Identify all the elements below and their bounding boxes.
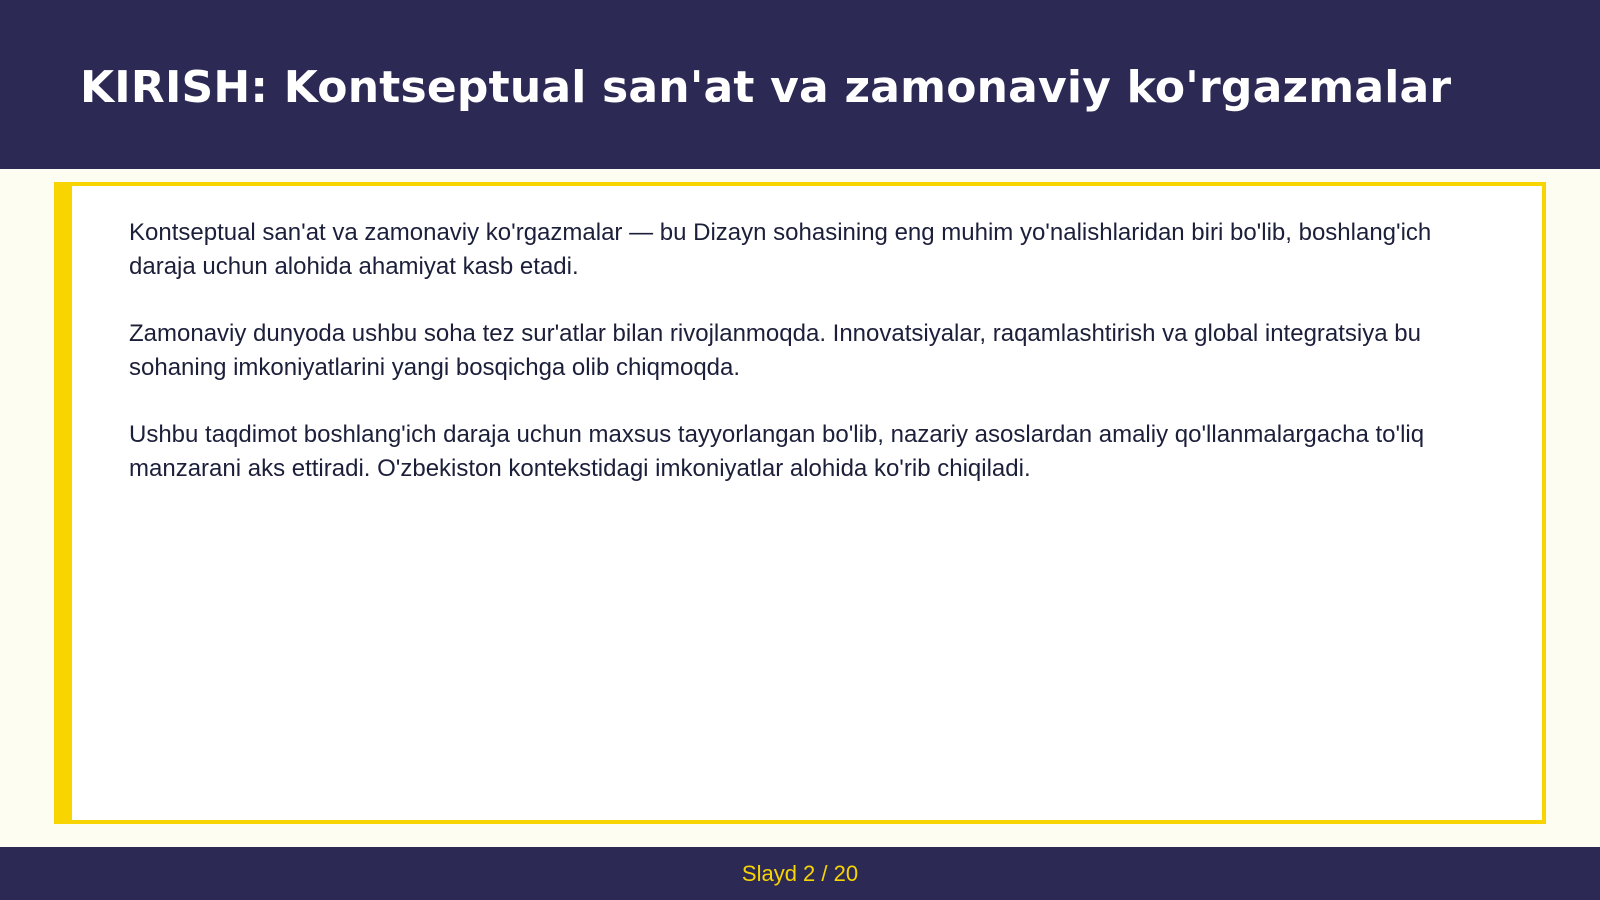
- slide-footer: [0, 847, 1600, 900]
- slide-title: KIRISH: Kontseptual san'at va zamonaviy ko'rgazmalar: [80, 62, 1452, 113]
- slide-header: [0, 0, 1600, 169]
- paragraph-2: Zamonaviy dunyoda ushbu soha tez sur'atlar bilan rivojlanmoqda. Innovatsiyalar, raqamlashtirish va global integratsiya bu sohaning imkoniyatlarini yangi bosqichga olib chiqmoqda.: [129, 320, 1421, 381]
- paragraph-3: Ushbu taqdimot boshlang'ich daraja uchun maxsus tayyorlangan bo'lib, nazariy asoslardan amaliy qo'llanmalargacha to'liq manzarani aks ettiradi. O'zbekiston kontekstidagi imkoniyatlar alohida ko'rib chiqiladi.: [129, 421, 1425, 482]
- body-text: [129, 216, 1504, 519]
- content-panel: [54, 182, 1546, 824]
- slide-number: Slayd 2 / 20: [741, 861, 859, 886]
- paragraph-1: Kontseptual san'at va zamonaviy ko'rgazmalar — bu Dizayn sohasining eng muhim yo'nalishlaridan biri bo'lib, boshlang'ich daraja uchun alohida ahamiyat kasb etadi.: [129, 219, 1432, 280]
